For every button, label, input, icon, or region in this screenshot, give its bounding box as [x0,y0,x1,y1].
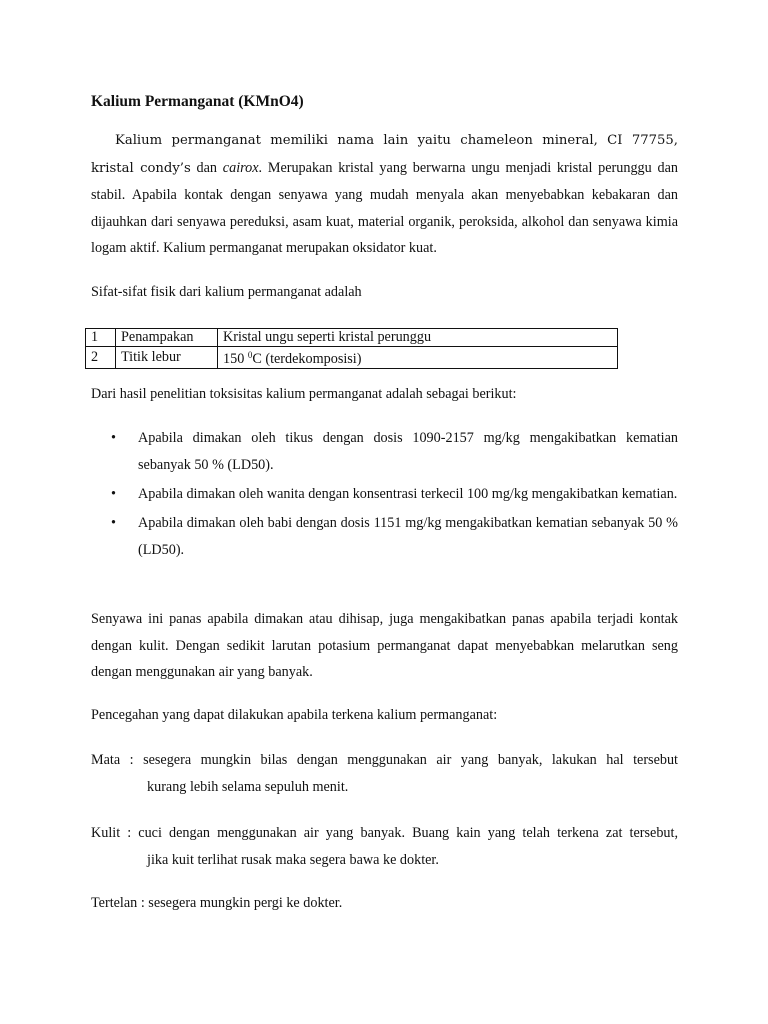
toxicity-intro: Dari hasil penelitian toksisitas kalium permanganat adalah sebagai berikut: [91,386,517,402]
melting-point-number: 150 [223,351,248,367]
table-row [86,347,618,369]
prevention-eye-continuation: kurang lebih selama sepuluh menit. [147,779,349,795]
table-cell-property: Penampakan [116,329,218,347]
list-item-text: Apabila dimakan oleh babi dengan dosis 1151 mg/kg mengakibatkan kematian sebanyak 50 % (LD50). [138,515,678,558]
toxicity-list [91,425,678,566]
prevention-eye [91,747,678,801]
physical-properties-intro: Sifat-sifat fisik dari kalium permanganat adalah [91,284,362,300]
bullet-icon: • [111,486,116,502]
table-cell-value: Kristal ungu seperti kristal perunggu [218,329,618,347]
table-cell-number: 2 [86,347,116,369]
prevention-eye-lead: Mata : sesegera mungkin bilas dengan menggunakan air yang banyak, lakukan hal tersebut [91,752,678,768]
bullet-icon: • [111,430,116,446]
list-item-text: Apabila dimakan oleh tikus dengan dosis 1090-2157 mg/kg mengakibatkan kematian sebanyak 50 % (LD50). [138,430,678,473]
list-item [91,481,678,508]
table-cell-value [218,347,618,369]
intro-italic-term: cairox [222,159,259,176]
prevention-swallow: Tertelan : sesegera mungkin pergi ke dokter. [91,895,343,911]
physical-properties-table [85,328,618,369]
intro-paragraph [91,127,678,262]
table-cell-property: Titik lebur [116,347,218,369]
prevention-skin-lead: Kulit : cuci dengan menggunakan air yang banyak. Buang kain yang telah terkena zat tersebut, [91,825,678,841]
prevention-skin [91,820,678,874]
melting-point-unit: C (terdekomposisi) [252,351,362,367]
intro-first-line: Kalium permanganat memiliki nama lain yaitu chameleon mineral, CI 77755, kristal condy’s [91,133,678,176]
table-row [86,329,618,347]
bullet-icon: • [111,515,116,531]
prevention-intro: Pencegahan yang dapat dilakukan apabila terkena kalium permanganat: [91,707,498,723]
list-item [91,425,678,479]
list-item-text: Apabila dimakan oleh wanita dengan konsentrasi terkecil 100 mg/kg mengakibatkan kematian. [138,486,678,502]
intro-body: . Merupakan kristal yang berwarna ungu menjadi kristal perunggu dan stabil. Apabila kontak dengan senyawa yang mudah menyala akan menyebabkan kebakaran dan dijauhkan dari senyawa pereduksi, asam kuat, material organik, peroksida, alkohol dan senyawa kimia logam aktif. Kalium permanganat merupakan oksidator kuat. [91,159,679,256]
prevention-skin-continuation: jika kuit terlihat rusak maka segera bawa ke dokter. [147,852,439,868]
degree-superscript: 0 [247,350,253,360]
intro-prefix: dan [196,159,223,176]
list-item [91,510,678,564]
hazard-paragraph: Senyawa ini panas apabila dimakan atau dihisap, juga mengakibatkan panas apabila terjadi kontak dengan kulit. Dengan sedikit larutan potasium permanganat dapat menyebabkan melarutkan seng dengan menggunakan air yang banyak. [91,611,678,680]
document-title: Kalium Permanganat (KMnO4) [91,93,304,110]
table-cell-number: 1 [86,329,116,347]
